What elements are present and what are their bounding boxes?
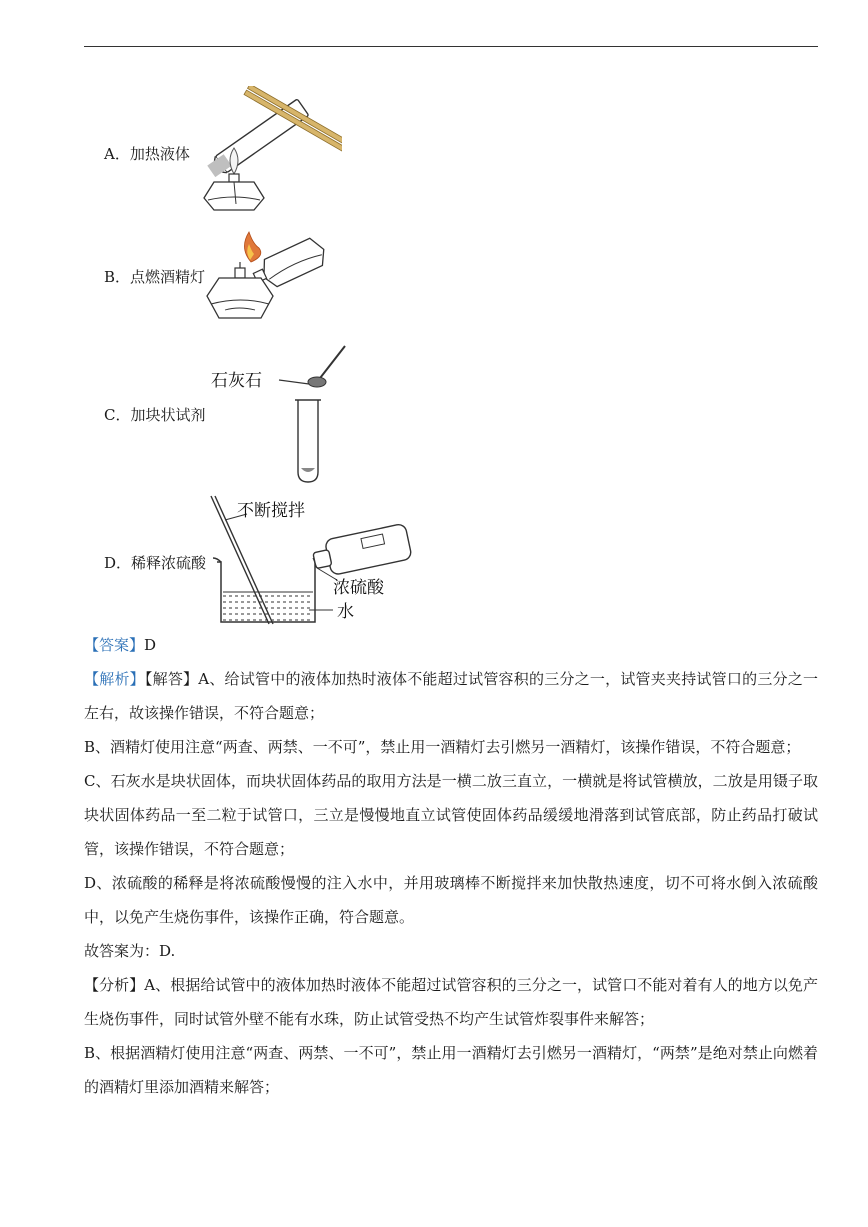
acid-label: 浓硫酸	[333, 578, 384, 598]
option-d-label: D．稀释浓硫酸	[104, 554, 207, 572]
figure-lighting-lamp	[205, 224, 345, 334]
figure-heating-liquid	[192, 86, 342, 216]
analysis-lead: 【解析】【解答】A、给试管中的液体加热时液体不能超过试管容积的三分之一，试管夹夹持试管口的三分之一左右，故该操作错误，不符合题意；	[84, 670, 818, 722]
final-answer: 故答案为：D.	[84, 942, 176, 960]
option-c-label: C．加块状试剂	[104, 406, 206, 424]
analysis-tag: 【解析】	[84, 670, 145, 688]
option-b-label: B．点燃酒精灯	[104, 268, 206, 286]
figure-add-solid	[205, 340, 355, 490]
analysis-d: D、浓硫酸的稀释是将浓硫酸慢慢的注入水中，并用玻璃棒不断搅拌来加快散热速度，切不可将水倒入浓硫酸中，以免产生烧伤事件，该操作正确，符合题意。	[84, 874, 818, 926]
explanation-b: B、根据酒精灯使用注意“两查、两禁、一不可”，禁止用一酒精灯去引燃另一酒精灯，“两禁”是绝对禁止向燃着的酒精灯里添加酒精来解答；	[84, 1044, 818, 1096]
limestone-label: 石灰石	[211, 371, 262, 391]
answer-line	[84, 628, 818, 662]
water-label: 水	[337, 602, 354, 622]
header-rule	[84, 46, 818, 47]
option-a-label: A．加热液体	[104, 145, 190, 163]
answer-value: D	[144, 636, 157, 654]
explanation-a: 【分析】A、根据给试管中的液体加热时液体不能超过试管容积的三分之一，试管口不能对着有人的地方以免产生烧伤事件，同时试管外壁不能有水珠，防止试管受热不均产生试管炸裂事件来解答；	[84, 976, 818, 1028]
answer-tag: 【答案】	[84, 636, 145, 654]
solution-block	[84, 628, 818, 1104]
figure-dilute-acid	[205, 490, 420, 630]
stir-label: 不断搅拌	[237, 501, 305, 521]
analysis-c: C、石灰水是块状固体，而块状固体药品的取用方法是一横二放三直立，一横就是将试管横放，二放是用镊子取块状固体药品一至二粒于试管口，三立是慢慢地直立试管使固体药品缓缓地滑落到试管底部，防止药品打破试管，该操作错误，不符合题意；	[84, 772, 818, 858]
analysis-b: B、酒精灯使用注意“两查、两禁、一不可”，禁止用一酒精灯去引燃另一酒精灯，该操作错误，不符合题意；	[84, 738, 801, 756]
